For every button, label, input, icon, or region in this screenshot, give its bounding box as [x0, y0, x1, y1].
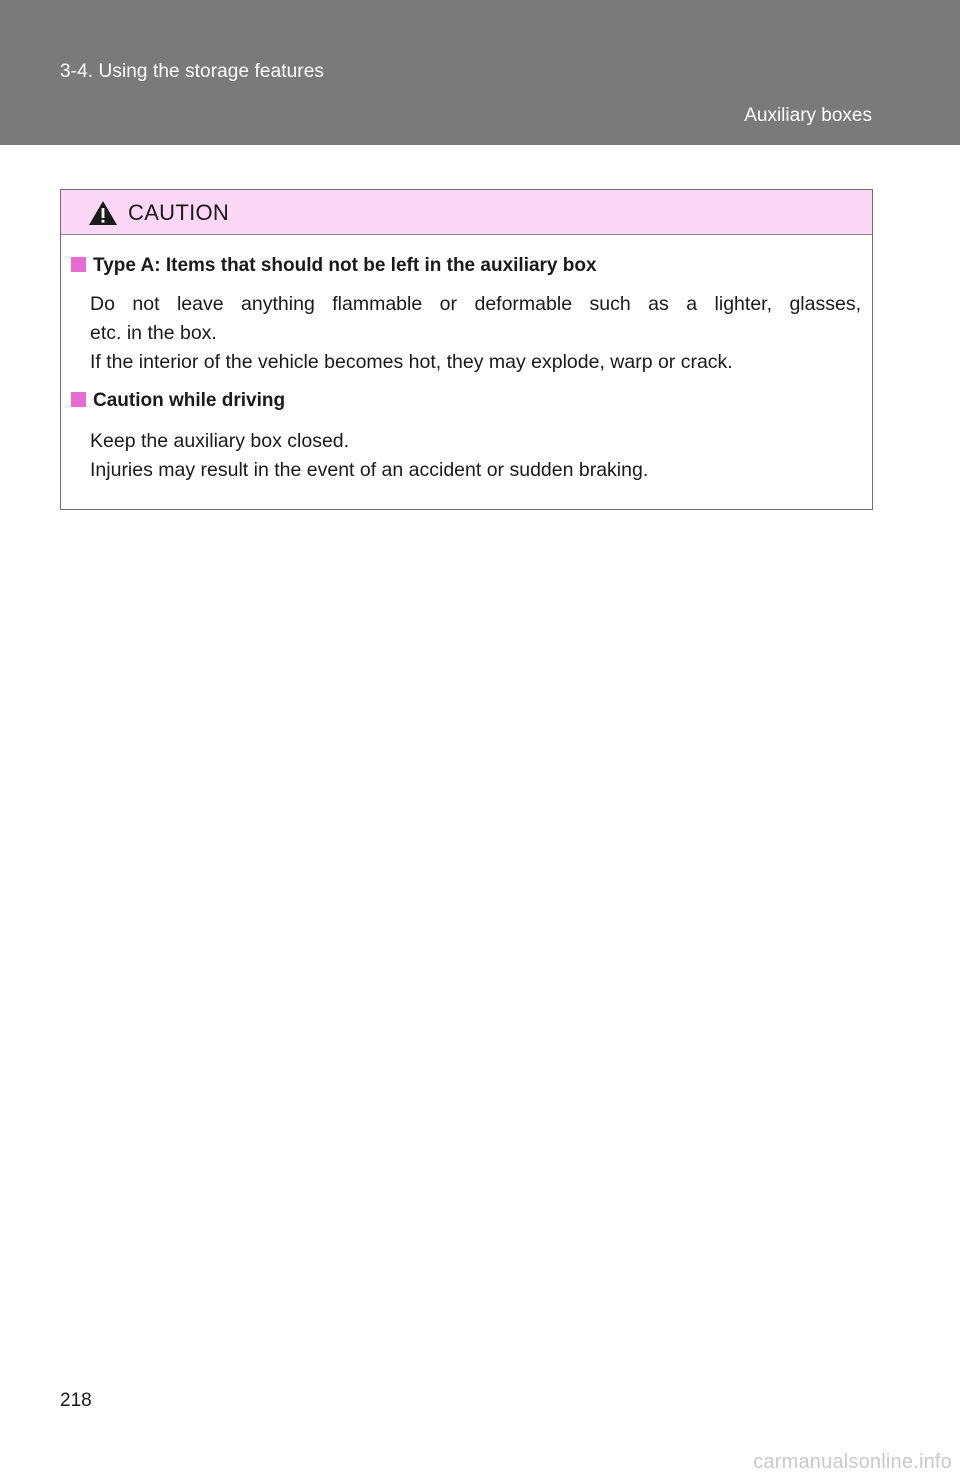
- text-line: Injuries may result in the event of an accident or sudden braking.: [90, 459, 649, 481]
- caution-body: [61, 235, 872, 510]
- square-bullet-icon: [71, 257, 86, 272]
- square-bullet-icon: [71, 392, 86, 407]
- caution-header: [61, 190, 872, 235]
- page-number: 218: [60, 1390, 92, 1411]
- caution-label: CAUTION: [128, 200, 230, 225]
- text-line: Do not leave anything flammable or deformable such as a lighter, glasses,: [90, 293, 861, 315]
- text-line: Keep the auxiliary box closed.: [90, 430, 350, 452]
- caution-box: [60, 189, 873, 510]
- caution-item-heading-text: Caution while driving: [93, 390, 286, 411]
- page-header: [0, 0, 960, 145]
- caution-item-heading: [71, 255, 597, 277]
- watermark: carmanualsonline.info: [753, 1451, 952, 1473]
- warning-triangle-icon: [88, 200, 118, 226]
- text-line: etc. in the box.: [90, 322, 217, 344]
- caution-item-text: [90, 290, 861, 377]
- caution-item-text: [90, 427, 861, 485]
- section-title: 3-4. Using the storage features: [60, 61, 324, 82]
- caution-item-heading-text: Type A: Items that should not be left in the auxiliary box: [93, 255, 597, 276]
- text-line: If the interior of the vehicle becomes hot, they may explode, warp or crack.: [90, 351, 733, 373]
- subsection-title: Auxiliary boxes: [744, 105, 872, 126]
- caution-item-heading: [71, 390, 285, 412]
